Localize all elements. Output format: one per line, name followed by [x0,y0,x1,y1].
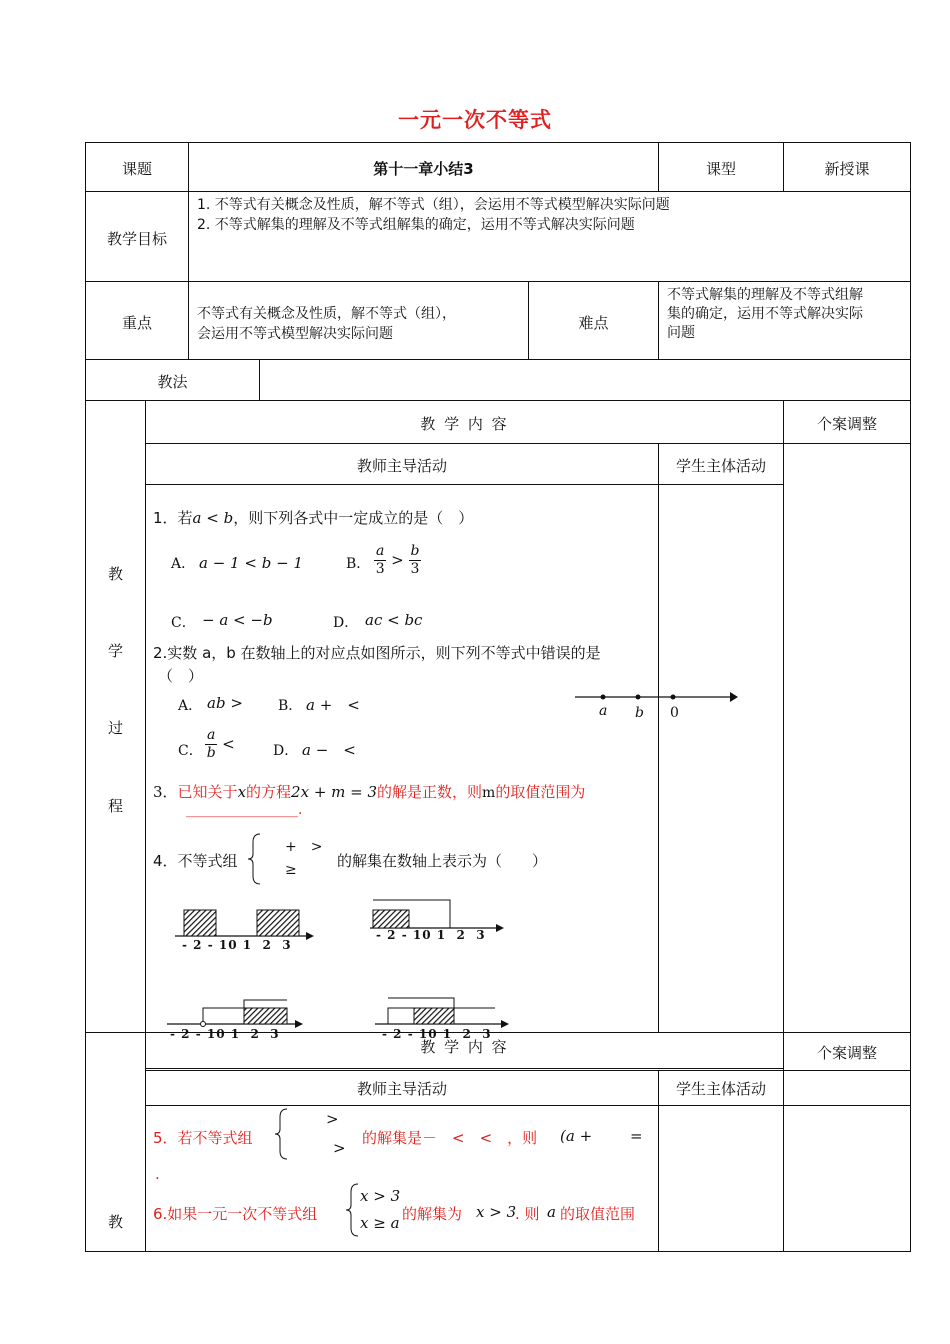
q2-option-b[interactable]: B． [278,698,303,714]
q6-system-line-1: x > 3 [360,1187,401,1205]
q3-stem: 3．已知关于x的方程2x + m = 3的解是正数，则m的取值范围为 [153,783,586,801]
q2-option-d[interactable]: D． [273,743,299,759]
table-rule [145,1105,911,1106]
q4-brace [247,832,263,886]
process-char-4: 程 [107,797,123,815]
q4-a-ticks: - 2 - 10 1 2 3 [182,938,292,952]
content-header-2: 教 学 内 容 [420,1038,509,1056]
q1-option-d-expr: ac < bc [365,611,423,629]
table-rule [783,1032,784,1251]
q1-option-b[interactable]: B． [346,556,371,572]
focus-line-1: 不等式有关概念及性质，解不等式（组）， [197,306,456,322]
table-rule [145,400,146,1032]
teacher-header-2: 教师主导活动 [356,1080,447,1098]
axis-label-a: a [599,703,608,719]
focus-label: 重点 [121,314,152,332]
focus-line-2: 会运用不等式模型解决实际问题 [197,326,393,342]
q2-option-c[interactable]: C． [178,743,203,759]
adjust-header-2: 个案调整 [816,1044,877,1062]
difficulty-line-1: 不等式解集的理解及不等式组解 [667,287,863,303]
process-char-2: 学 [107,642,123,660]
table-rule [145,443,911,444]
q2-option-a[interactable]: A． [178,698,203,714]
q6-system-line-2: x ≥ a [360,1214,400,1232]
q6-stem-a: 6.如果一元一次不等式组 [153,1205,318,1223]
q3-answer-blank[interactable]: ________________. [186,802,303,818]
q5-system-line-1: > [326,1110,339,1128]
method-label: 教法 [157,373,188,391]
q5-system-line-2: > [333,1139,346,1157]
process-char-1: 教 [107,565,123,583]
process-char-3: 过 [107,719,123,737]
q1-option-c-expr: − a < −b [202,611,273,629]
q1-stem: 1．若a < b，则下列各式中一定成立的是（ ） [153,509,474,527]
page-title: 一元一次不等式 [398,108,552,132]
q4-d-ticks: - 2 - 10 1 2 3 [382,1027,492,1041]
adjust-header: 个案调整 [816,415,877,433]
table-border [85,1251,911,1252]
type-label: 课型 [705,160,736,178]
q5-expr: (a + [560,1127,593,1145]
table-border [85,142,911,143]
q5-brace [274,1107,290,1161]
q6-stem-d: 的取值范围 [560,1205,636,1223]
q6-solution: x > 3 [476,1203,517,1221]
q2-option-b-expr: a + < [306,696,360,714]
process-char-5: 教 [107,1213,123,1231]
table-rule [145,484,783,485]
difficulty-line-2: 集的确定，运用不等式解决实际 [667,306,863,322]
difficulty-label: 难点 [578,314,609,332]
table-rule [85,281,911,282]
content-header: 教 学 内 容 [420,415,509,433]
q4-stem-a: 4．不等式组 [153,852,238,870]
table-rule [783,400,784,1032]
q5-dot: . [155,1165,160,1183]
q1-option-b-expr: $\frac{a}{3}$ > $\frac{b}{3}$ [375,543,420,577]
q5-stem-b: 的解集是－ < < ，则 [362,1129,538,1147]
topic-value: 第十一章小结3 [373,160,474,178]
q2-option-c-expr: $\frac{a}{b}$ < [206,727,235,761]
table-rule [85,359,911,360]
q2-option-a-expr: ab > [207,694,243,712]
q5-eq: = [630,1127,643,1145]
student-header: 学生主体活动 [675,457,766,475]
q2-option-d-expr: a − < [302,741,356,759]
goals-label: 教学目标 [106,230,167,248]
q2-stem: 2.实数 a，b 在数轴上的对应点如图所示，则下列不等式中错误的是 [153,644,601,662]
q4-b-ticks: - 2 - 10 1 2 3 [376,928,486,942]
q1-option-d[interactable]: D． [333,615,359,631]
q6-brace [345,1182,361,1238]
q1-option-a-expr: a − 1 < b − 1 [199,554,303,572]
goal-item-1: 1. 不等式有关概念及性质，解不等式（组），会运用不等式模型解决实际问题 [197,197,670,213]
table-rule [145,1070,911,1071]
q1-option-c[interactable]: C． [171,615,196,631]
q6-stem-c: . 则 [515,1205,540,1223]
type-value: 新授课 [824,160,870,178]
table-rule [145,1032,146,1251]
q6-var-a: a [547,1203,556,1221]
table-rule [85,191,911,192]
table-rule [658,281,659,359]
difficulty-line-3: 问题 [667,325,695,341]
q6-stem-b: 的解集为 [402,1205,463,1223]
q4-system-line-1: + > [285,839,323,855]
q5-stem-a: 5．若不等式组 [153,1129,253,1147]
q4-c-ticks: - 2 - 10 1 2 3 [170,1027,280,1041]
q1-option-a[interactable]: A． [171,556,196,572]
table-rule [85,400,911,401]
q2-number-line [570,684,740,724]
q2-paren: （ ） [158,667,204,685]
q4-system-line-2: ≥ [285,862,297,878]
table-rule [658,443,659,1032]
teacher-header: 教师主导活动 [356,457,447,475]
axis-label-0: 0 [670,705,679,721]
table-border [910,142,911,1252]
table-rule [145,1068,783,1069]
q4-stem-b: 的解集在数轴上表示为（ ） [337,852,548,870]
topic-label: 课题 [121,160,152,178]
axis-label-b: b [635,705,644,721]
student-header-2: 学生主体活动 [675,1080,766,1098]
goal-item-2: 2. 不等式解集的理解及不等式组解集的确定，运用不等式解决实际问题 [197,217,635,233]
table-rule [783,1032,911,1033]
table-border [85,142,86,1252]
table-rule [259,359,260,400]
